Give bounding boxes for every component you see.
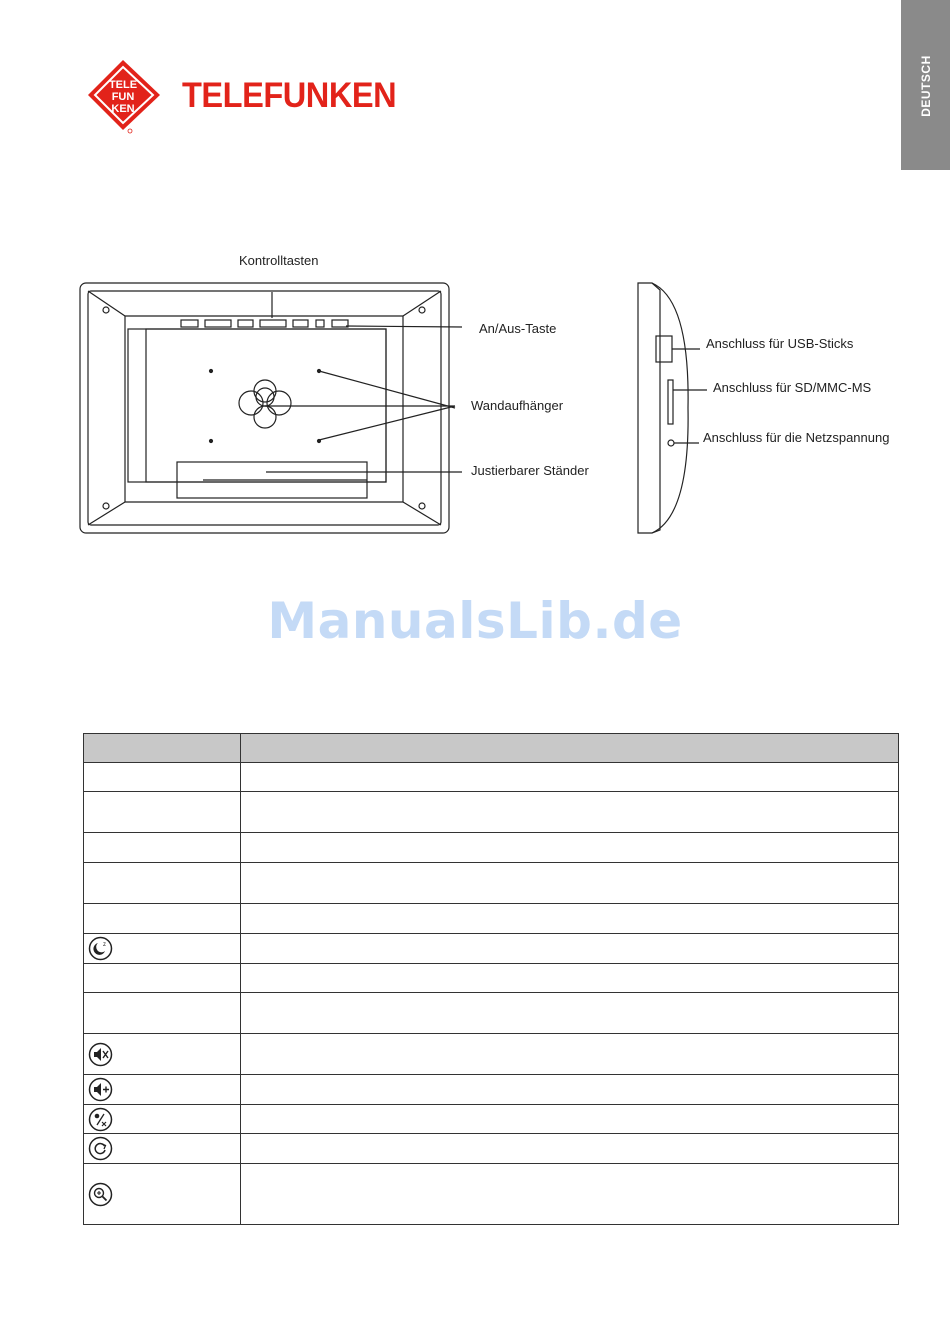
table-cell-function [241,964,899,993]
zoom-ratio-icon [88,1107,113,1132]
emblem-line-2: FUN [111,91,135,103]
table-cell-button [84,904,241,934]
emblem-line-1: TELE [108,79,138,91]
table-body [84,763,899,1225]
table-cell-button [84,1034,241,1075]
mute-icon [88,1042,113,1067]
table-cell-button [84,1134,241,1164]
table-row [84,904,899,934]
label-power-port: Anschluss für die Netzspannung [703,430,890,445]
table-cell-button [84,993,241,1034]
table-cell-button [84,1164,241,1225]
label-control-buttons: Kontrolltasten [239,253,319,268]
sleep-icon [88,936,113,961]
table-row [84,993,899,1034]
table-header-cell-function [241,734,899,763]
table-cell-function [241,1105,899,1134]
table-row [84,1134,899,1164]
rotate-icon [88,1136,113,1161]
label-wall-mount: Wandaufhänger [471,398,564,413]
table-cell-function [241,763,899,792]
table-cell-function [241,1034,899,1075]
emblem-line-3: KEN [111,103,135,115]
table-row [84,934,899,964]
table-cell-function [241,792,899,833]
table-row [84,1075,899,1105]
volume-up-icon [88,1077,113,1102]
table-row [84,1034,899,1075]
watermark: ManualsLib.de [267,592,683,650]
table-header-row [84,734,899,763]
table-row [84,863,899,904]
table-cell-button [84,863,241,904]
telefunken-emblem-icon [86,58,166,136]
table-header-cell-button [84,734,241,763]
table-cell-function [241,993,899,1034]
table-cell-button [84,792,241,833]
table-row [84,763,899,792]
table-row [84,833,899,863]
label-card-slot: Anschluss für SD/MMC-MS [713,380,872,395]
table-row [84,964,899,993]
table-cell-function [241,1075,899,1105]
brand-name: TELEFUNKEN [182,76,397,115]
table-cell-function [241,904,899,934]
photo-frame-rear-drawing [0,240,950,550]
table-cell-function [241,863,899,904]
label-power-button: An/Aus-Taste [479,321,557,336]
table-cell-function [241,833,899,863]
zoom-icon [88,1182,113,1207]
label-stand: Justierbarer Ständer [471,463,589,478]
table-row [84,1164,899,1225]
table-cell-button [84,964,241,993]
button-function-table [83,733,899,1225]
table-row [84,1105,899,1134]
device-diagram [0,240,950,550]
table-cell-button [84,763,241,792]
table-row [84,792,899,833]
table-cell-button [84,1075,241,1105]
telefunken-logo [86,58,406,136]
table-cell-function [241,934,899,964]
svg-text:z: z [103,942,106,948]
table-cell-function [241,1134,899,1164]
table-cell-button [84,934,241,964]
language-tab [901,0,950,170]
label-usb-port: Anschluss für USB-Sticks [706,336,854,351]
table-cell-function [241,1164,899,1225]
language-label: DEUTSCH [918,55,933,117]
table-cell-button [84,833,241,863]
table-cell-button [84,1105,241,1134]
